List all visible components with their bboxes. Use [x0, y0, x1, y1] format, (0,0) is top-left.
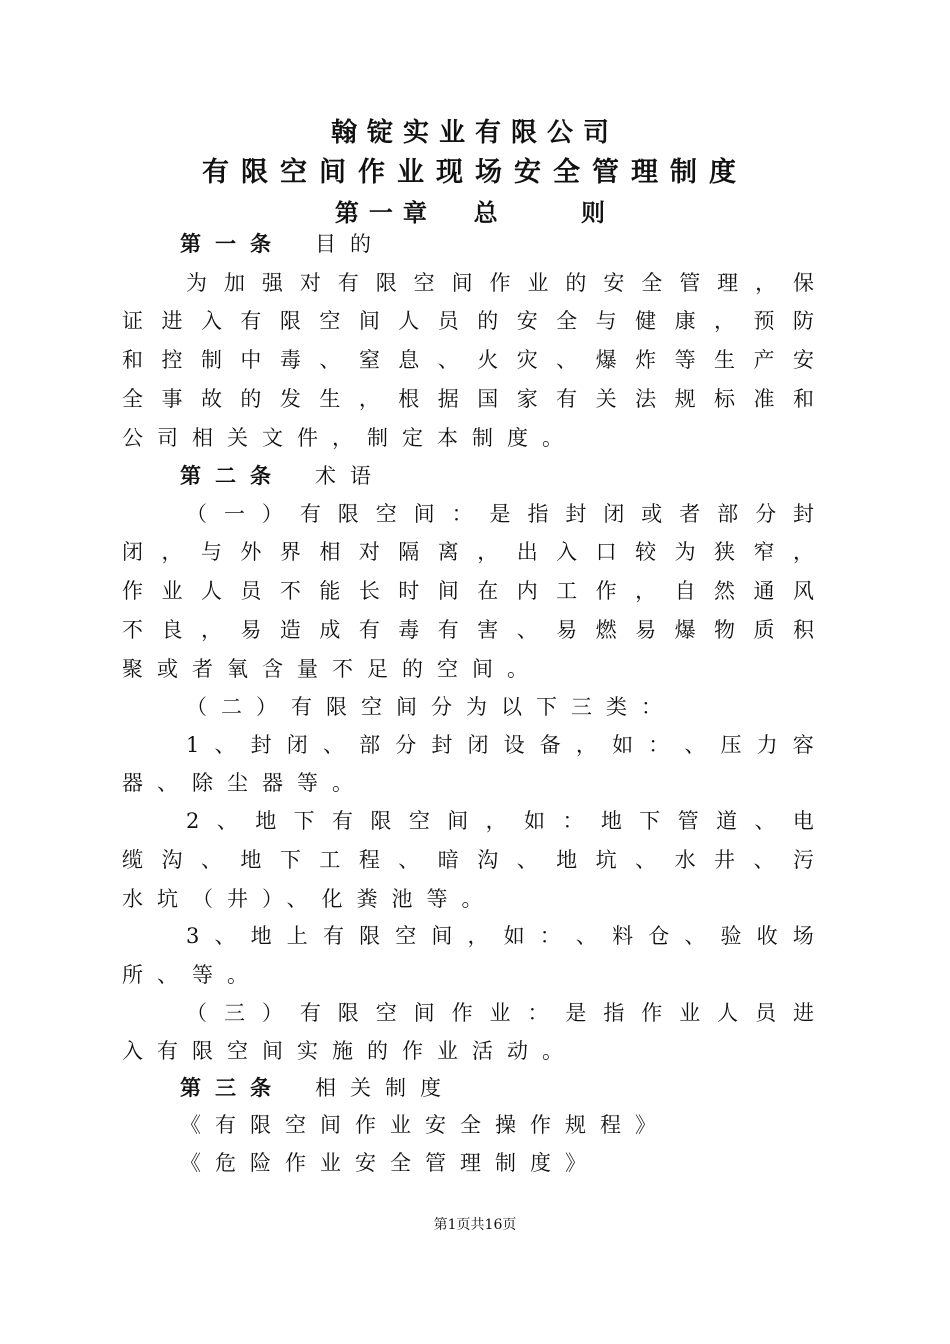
article-label: 第三条	[180, 1075, 285, 1100]
paragraph-line: 2 、 地 下 有 限 空 间 ， 如 ： 地 下 管 道 、 电	[186, 809, 814, 833]
paragraph-line: 作 业 人 员 不 能 长 时 间 在 内 工 作 ， 自 然 通 风	[122, 579, 814, 603]
article-1-heading	[180, 229, 814, 259]
paragraph-line: 全 事 故 的 发 生 ， 根 据 国 家 有 关 法 规 标 准 和	[122, 387, 814, 411]
paragraph-line: 入有限空间实施的作业活动。	[122, 1039, 577, 1063]
paragraph-line: 3 、 地 上 有 限 空 间 ， 如 ： 、 料 仓 、 验 收 场	[186, 924, 814, 948]
article-label: 第二条	[180, 463, 285, 488]
paragraph-line: 不 良 ， 易 造 成 有 毒 有 害 、 易 燃 易 爆 物 质 积	[122, 618, 814, 642]
paragraph-line: （ 三 ） 有 限 空 间 作 业 ： 是 指 作 业 人 员 进	[186, 1001, 814, 1025]
paragraph-line: 缆 沟 、 地 下 工 程 、 暗 沟 、 地 坑 、 水 井 、 污	[122, 848, 814, 872]
company-name: 翰锭实业有限公司	[330, 118, 619, 148]
paragraph-line: 1 、 封 闭 、 部 分 封 闭 设 备 ， 如 ： 、 压 力 容	[186, 733, 814, 757]
paragraph-line: （ 一 ） 有 限 空 间 ： 是 指 封 闭 或 者 部 分 封	[186, 502, 814, 526]
paragraph-line: 公司相关文件，制定本制度。	[122, 426, 577, 450]
paragraph-line: 闭 ， 与 外 界 相 对 隔 离 ， 出 入 口 较 为 狭 窄 ，	[122, 540, 814, 564]
article-3-heading	[180, 1073, 814, 1103]
paragraph-line: 和 控 制 中 毒 、 窒 息 、 火 灾 、 爆 炸 等 生 产 安	[122, 348, 814, 372]
regulation-reference: 《有限空间作业安全操作规程》	[180, 1113, 670, 1137]
paragraph-line: 证 进 入 有 限 空 间 人 员 的 安 全 与 健 康 ， 预 防	[122, 309, 814, 333]
paragraph-line: （二）有限空间分为以下三类：	[186, 695, 676, 719]
article-label: 第一条	[180, 231, 285, 256]
paragraph-line: 聚或者氧含量不足的空间。	[122, 657, 542, 681]
paragraph-line: 器、除尘器等。	[122, 771, 367, 795]
paragraph-line: 水坑（井）、化粪池等。	[122, 887, 497, 911]
paragraph-line: 所、等。	[122, 963, 262, 987]
page-footer: 第1页共16页	[433, 1217, 517, 1233]
article-title: 目的	[315, 232, 385, 256]
regulation-reference: 《危险作业安全管理制度》	[180, 1151, 600, 1175]
article-2-heading	[180, 461, 814, 491]
document-title: 有限空间作业现场安全管理制度	[202, 157, 748, 188]
article-title: 相关制度	[315, 1076, 455, 1100]
article-title: 术语	[315, 464, 385, 488]
paragraph-line: 为 加 强 对 有 限 空 间 作 业 的 安 全 管 理 ， 保	[186, 271, 814, 295]
chapter-heading: 第一章 总 则	[334, 198, 616, 227]
